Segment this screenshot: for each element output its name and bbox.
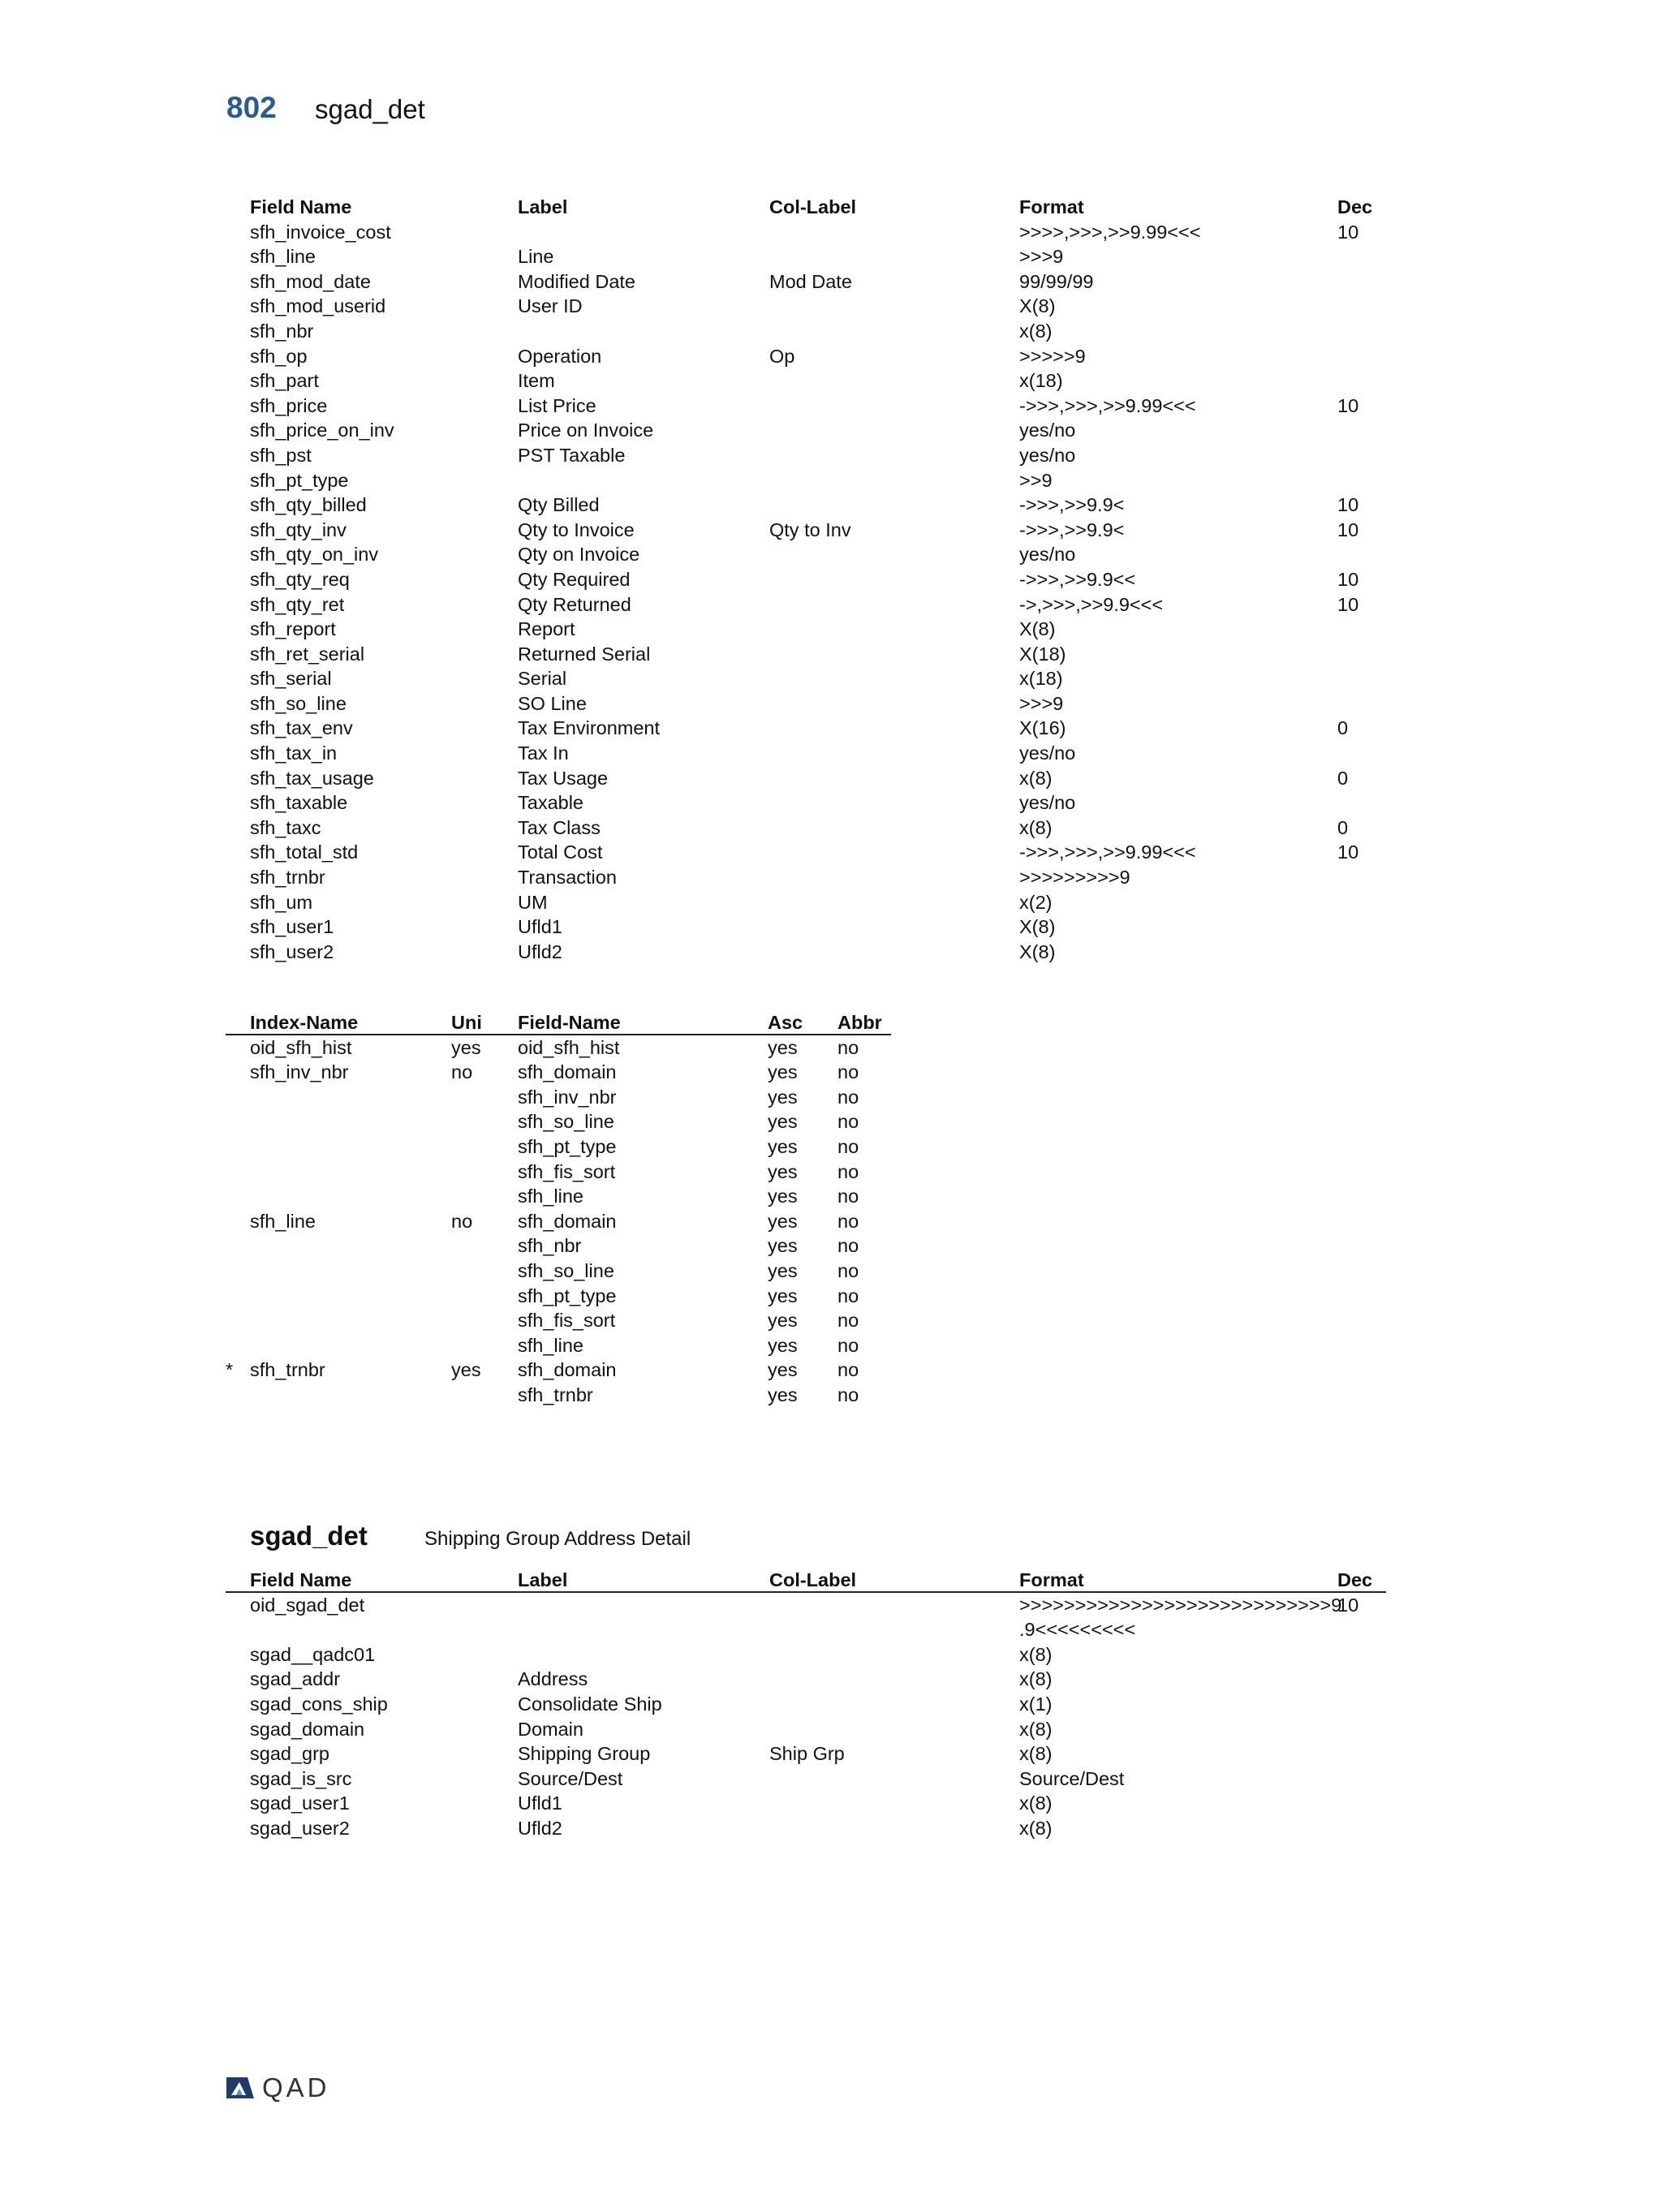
cell-abbr: no <box>837 1135 859 1157</box>
cell-label: Price on Invoice <box>518 420 654 441</box>
cell-format: x(8) <box>1019 1817 1053 1839</box>
logo-text: QAD <box>262 2072 330 2102</box>
table-row <box>250 493 1386 518</box>
table-row <box>250 368 1386 394</box>
column-header-label: Label <box>518 196 568 217</box>
cell-label: Ufld2 <box>518 940 562 962</box>
cell-label: Tax In <box>518 742 569 764</box>
cell-format: X(16) <box>1019 717 1066 739</box>
cell-field-name: sfh_domain <box>518 1210 617 1232</box>
cell-field-name: sgad__qadc01 <box>250 1643 376 1665</box>
cell-field-name: sfh_line <box>250 246 316 268</box>
cell-label: Tax Class <box>518 816 601 838</box>
cell-field-name: sfh_line <box>518 1334 583 1356</box>
cell-abbr: no <box>837 1111 859 1133</box>
index-table <box>226 1010 891 1408</box>
cell-label: Qty Returned <box>518 593 631 615</box>
table-row <box>226 1184 891 1209</box>
cell-format: x(8) <box>1019 1792 1053 1814</box>
cell-format: x(8) <box>1019 816 1053 838</box>
cell-field-name: sfh_taxc <box>250 816 321 838</box>
cell-field-name: sfh_tax_in <box>250 742 338 764</box>
cell-field-name: sfh_nbr <box>518 1235 582 1257</box>
cell-index-name: sfh_line <box>250 1210 316 1232</box>
cell-format: x(8) <box>1019 1718 1053 1740</box>
cell-label: User ID <box>518 295 583 317</box>
cell-field-name: oid_sgad_det <box>250 1594 365 1616</box>
field-table-sgad <box>226 1568 1386 1841</box>
cell-format: X(8) <box>1019 618 1056 640</box>
table-row <box>250 294 1386 319</box>
table-row <box>226 1085 891 1110</box>
cell-abbr: no <box>837 1259 859 1281</box>
cell-format: x(18) <box>1019 370 1063 392</box>
cell-field-name: sfh_domain <box>518 1061 617 1083</box>
cell-format: yes/no <box>1019 420 1076 441</box>
cell-field-name: sfh_trnbr <box>250 867 325 889</box>
cell-format: x(8) <box>1019 767 1053 789</box>
table-row <box>226 1767 1386 1792</box>
cell-col-label: Ship Grp <box>769 1743 845 1765</box>
column-header-dec: Dec <box>1337 1569 1373 1590</box>
cell-abbr: no <box>837 1210 859 1232</box>
table-row <box>226 1816 1386 1841</box>
cell-asc: yes <box>768 1259 798 1281</box>
cell-field-name: sfh_pt_type <box>250 469 349 491</box>
column-header-format: Format <box>1019 1569 1084 1590</box>
column-header-index-name: Index-Name <box>250 1012 359 1033</box>
cell-format: >>9 <box>1019 469 1053 491</box>
cell-field-name: oid_sfh_hist <box>518 1036 620 1058</box>
cell-format: ->>>,>>>,>>9.99<<< <box>1019 841 1196 863</box>
cell-label: Qty Required <box>518 568 631 590</box>
table-row <box>250 865 1386 890</box>
table-row <box>226 1035 891 1061</box>
cell-field-name: sgad_domain <box>250 1718 365 1740</box>
cell-asc: yes <box>768 1160 798 1182</box>
table-row <box>226 1109 891 1134</box>
cell-format: yes/no <box>1019 792 1076 814</box>
cell-format: yes/no <box>1019 444 1076 466</box>
table-row <box>226 1259 891 1284</box>
field-table <box>250 195 1386 964</box>
cell-abbr: no <box>837 1160 859 1182</box>
table-row <box>226 1717 1386 1742</box>
cell-index-name: sfh_inv_nbr <box>250 1061 349 1083</box>
column-header-format: Format <box>1019 196 1084 217</box>
cell-field-name: sfh_mod_date <box>250 270 371 292</box>
cell-format: Source/Dest <box>1019 1767 1125 1789</box>
cell-field-name: sfh_mod_userid <box>250 295 386 317</box>
cell-dec: 10 <box>1337 1594 1359 1616</box>
table-row <box>250 542 1386 567</box>
table-row <box>250 617 1386 642</box>
cell-col-label: Mod Date <box>769 270 852 292</box>
table-row <box>226 1593 1386 1618</box>
cell-field-name: sfh_line <box>518 1186 583 1207</box>
cell-abbr: no <box>837 1086 859 1108</box>
cell-index-name: sfh_trnbr <box>250 1359 325 1381</box>
table-row <box>226 1060 891 1085</box>
cell-col-label: Op <box>769 345 795 367</box>
cell-field-name: sgad_grp <box>250 1743 329 1765</box>
table-row <box>250 344 1386 369</box>
cell-format: >>>9 <box>1019 246 1064 268</box>
cell-uni: no <box>451 1061 473 1083</box>
cell-dec: 10 <box>1337 593 1359 615</box>
cell-format: X(8) <box>1019 916 1056 938</box>
cell-uni: yes <box>451 1036 481 1058</box>
cell-label: Source/Dest <box>518 1767 623 1789</box>
cell-dec: 10 <box>1337 494 1359 516</box>
cell-format: >>>>>>>>>9 <box>1019 867 1130 889</box>
table-header-row <box>226 1010 891 1035</box>
page-title: sgad_det <box>315 94 425 124</box>
cell-asc: yes <box>768 1310 798 1332</box>
cell-asc: yes <box>768 1086 798 1108</box>
cell-asc: yes <box>768 1036 798 1058</box>
table-row <box>226 1358 891 1383</box>
cell-field-name: sfh_nbr <box>250 320 314 342</box>
cell-field-name: sfh_so_line <box>518 1111 614 1133</box>
cell-format: X(8) <box>1019 295 1056 317</box>
cell-label: List Price <box>518 394 596 416</box>
cell-abbr: no <box>837 1310 859 1332</box>
cell-format: x(8) <box>1019 1643 1053 1665</box>
cell-label: Qty to Invoice <box>518 519 635 540</box>
column-header-label: Label <box>518 1569 568 1590</box>
cell-dec: 10 <box>1337 519 1359 540</box>
cell-field-name: sfh_pst <box>250 444 312 466</box>
cell-label: Serial <box>518 668 567 690</box>
cell-label: Operation <box>518 345 602 367</box>
table-row <box>250 890 1386 915</box>
cell-field-name: sfh_serial <box>250 668 332 690</box>
table-row <box>226 1308 891 1333</box>
page-number: 802 <box>226 91 277 124</box>
cell-format: yes/no <box>1019 544 1076 566</box>
column-header-uni: Uni <box>451 1012 482 1033</box>
cell-field-name: sfh_pt_type <box>518 1285 617 1306</box>
cell-abbr: no <box>837 1359 859 1381</box>
cell-field-name: sfh_taxable <box>250 792 348 814</box>
table-row <box>250 790 1386 816</box>
cell-format: x(1) <box>1019 1693 1053 1715</box>
cell-format: x(18) <box>1019 668 1063 690</box>
cell-field-name: sfh_domain <box>518 1359 617 1381</box>
cell-label: Line <box>518 246 554 268</box>
cell-field-name: sfh_so_line <box>518 1259 614 1281</box>
cell-field-name: sfh_qty_inv <box>250 519 347 540</box>
cell-abbr: no <box>837 1384 859 1405</box>
column-header-col-label: Col-Label <box>769 1569 857 1590</box>
table-header-row <box>226 1568 1386 1593</box>
table-row <box>250 642 1386 667</box>
cell-field-name: sfh_qty_req <box>250 568 350 590</box>
cell-field-name: sfh_inv_nbr <box>518 1086 617 1108</box>
cell-format: X(8) <box>1019 940 1056 962</box>
cell-asc: yes <box>768 1135 798 1157</box>
cell-format: ->,>>>,>>9.9<<< <box>1019 593 1164 615</box>
table-row <box>226 1333 891 1358</box>
cell-label: Qty Billed <box>518 494 600 516</box>
table-row <box>250 741 1386 766</box>
cell-label: Taxable <box>518 792 583 814</box>
column-header-dec: Dec <box>1337 196 1373 217</box>
table-row <box>250 468 1386 493</box>
cell-field-name: sfh_tax_env <box>250 717 353 739</box>
table-row <box>250 816 1386 841</box>
cell-label: Domain <box>518 1718 583 1740</box>
cell-asc: yes <box>768 1285 798 1306</box>
cell-field-name: sfh_trnbr <box>518 1384 593 1405</box>
cell-field-name: sgad_is_src <box>250 1767 352 1789</box>
cell-field-name: sfh_pt_type <box>518 1135 617 1157</box>
cell-format: >>>>>9 <box>1019 345 1086 367</box>
cell-field-name: sgad_cons_ship <box>250 1693 388 1715</box>
cell-label: Address <box>518 1668 588 1690</box>
cell-dec: 0 <box>1337 717 1349 739</box>
table-row <box>226 1160 891 1185</box>
table-row <box>226 1134 891 1160</box>
cell-abbr: no <box>837 1334 859 1356</box>
column-header-field-name: Field-Name <box>518 1012 621 1033</box>
cell-abbr: no <box>837 1036 859 1058</box>
cell-asc: yes <box>768 1210 798 1232</box>
table-row <box>226 1284 891 1309</box>
table-row <box>250 418 1386 443</box>
cell-field-name: sfh_op <box>250 345 308 367</box>
column-header-asc: Asc <box>768 1012 803 1033</box>
cell-asc: yes <box>768 1111 798 1133</box>
cell-field-name: sfh_part <box>250 370 319 392</box>
cell-label: Ufld1 <box>518 916 562 938</box>
cell-asc: yes <box>768 1334 798 1356</box>
cell-format: >>>>,>>>,>>9.99<<< <box>1019 221 1201 243</box>
cell-field-name: sfh_qty_on_inv <box>250 544 379 566</box>
cell-field-name: sfh_fis_sort <box>518 1160 616 1182</box>
table-row <box>250 269 1386 295</box>
table-row <box>250 220 1386 245</box>
cell-format: x(8) <box>1019 1668 1053 1690</box>
cell-format: ->>>,>>9.9< <box>1019 519 1125 540</box>
table-row <box>250 691 1386 717</box>
cell-field-name: sfh_user1 <box>250 916 334 938</box>
table-row <box>226 1667 1386 1692</box>
cell-field-name: sgad_user2 <box>250 1817 350 1839</box>
cell-dec: 10 <box>1337 221 1359 243</box>
column-header-field-name: Field Name <box>250 196 352 217</box>
table-row <box>226 1741 1386 1767</box>
table-row <box>226 1617 1386 1642</box>
cell-label: SO Line <box>518 692 587 714</box>
cell-field-name: sfh_price_on_inv <box>250 420 394 441</box>
cell-abbr: no <box>837 1186 859 1207</box>
cell-label: Tax Usage <box>518 767 609 789</box>
cell-abbr: no <box>837 1061 859 1083</box>
cell-field-name: sfh_report <box>250 618 336 640</box>
cell-format: 99/99/99 <box>1019 270 1094 292</box>
cell-dec: 10 <box>1337 394 1359 416</box>
table-row <box>226 1642 1386 1668</box>
cell-label: Consolidate Ship <box>518 1693 662 1715</box>
cell-col-label: Qty to Inv <box>769 519 851 540</box>
cell-field-name: sfh_user2 <box>250 940 334 962</box>
cell-label: Tax Environment <box>518 717 661 739</box>
cell-format: ->>>,>>>,>>9.99<<< <box>1019 394 1196 416</box>
cell-field-name: sfh_price <box>250 394 328 416</box>
table-row <box>250 319 1386 344</box>
table-row <box>250 666 1386 691</box>
cell-field-name: sgad_addr <box>250 1668 341 1690</box>
cell-abbr: no <box>837 1285 859 1306</box>
cell-uni: yes <box>451 1359 481 1381</box>
cell-field-name: sfh_ret_serial <box>250 643 365 665</box>
table-row <box>226 1791 1386 1816</box>
cell-index-name: oid_sfh_hist <box>250 1036 352 1058</box>
table-row <box>226 1209 891 1234</box>
cell-format: >>>9 <box>1019 692 1064 714</box>
cell-label: Total Cost <box>518 841 603 863</box>
table-row <box>226 1233 891 1259</box>
cell-format: .9<<<<<<<<< <box>1019 1619 1136 1641</box>
table-row <box>250 914 1386 940</box>
table-row <box>250 443 1386 468</box>
cell-dec: 10 <box>1337 568 1359 590</box>
cell-field-name: sfh_so_line <box>250 692 347 714</box>
table-row <box>226 1692 1386 1717</box>
cell-format: >>>>>>>>>>>>>>>>>>>>>>>>>>>>9 <box>1019 1594 1342 1616</box>
cell-field-name: sfh_invoice_cost <box>250 221 391 243</box>
cell-asc: yes <box>768 1359 798 1381</box>
cell-label: Item <box>518 370 555 392</box>
cell-asc: yes <box>768 1061 798 1083</box>
cell-label: Report <box>518 618 575 640</box>
table-row <box>250 244 1386 269</box>
table-row <box>250 394 1386 419</box>
column-header-col-label: Col-Label <box>769 196 857 217</box>
cell-format: yes/no <box>1019 742 1076 764</box>
cell-label: Ufld1 <box>518 1792 562 1814</box>
cell-label: Shipping Group <box>518 1743 651 1765</box>
cell-format: X(18) <box>1019 643 1066 665</box>
cell-format: ->>>,>>9.9<< <box>1019 568 1136 590</box>
cell-format: ->>>,>>9.9< <box>1019 494 1125 516</box>
cell-dec: 10 <box>1337 841 1359 863</box>
table-row <box>226 1383 891 1408</box>
cell-field-name: sgad_user1 <box>250 1792 350 1814</box>
cell-marker: * <box>226 1359 234 1381</box>
qad-logo-icon <box>225 2074 256 2102</box>
cell-format: x(8) <box>1019 320 1053 342</box>
cell-label: Modified Date <box>518 270 635 292</box>
cell-label: UM <box>518 891 548 913</box>
column-header-abbr: Abbr <box>837 1012 882 1033</box>
table-row <box>250 766 1386 791</box>
table-row <box>250 940 1386 965</box>
cell-field-name: sfh_qty_billed <box>250 494 367 516</box>
cell-label: Transaction <box>518 867 617 889</box>
cell-label: Returned Serial <box>518 643 651 665</box>
section-name: sgad_det <box>250 1521 368 1551</box>
cell-field-name: sfh_tax_usage <box>250 767 374 789</box>
cell-label: Qty on Invoice <box>518 544 640 566</box>
table-row <box>250 716 1386 741</box>
cell-dec: 0 <box>1337 767 1349 789</box>
column-header-field-name: Field Name <box>250 1569 352 1590</box>
cell-field-name: sfh_fis_sort <box>518 1310 616 1332</box>
cell-dec: 0 <box>1337 816 1349 838</box>
table-row <box>250 592 1386 618</box>
table-header-row <box>250 195 1386 220</box>
table-row <box>250 518 1386 543</box>
table-row <box>250 840 1386 865</box>
cell-format: x(8) <box>1019 1743 1053 1765</box>
cell-field-name: sfh_um <box>250 891 313 913</box>
cell-field-name: sfh_total_std <box>250 841 359 863</box>
cell-abbr: no <box>837 1235 859 1257</box>
section-description: Shipping Group Address Detail <box>424 1528 691 1550</box>
cell-asc: yes <box>768 1384 798 1405</box>
cell-field-name: sfh_qty_ret <box>250 593 345 615</box>
cell-label: PST Taxable <box>518 444 626 466</box>
cell-asc: yes <box>768 1235 798 1257</box>
cell-uni: no <box>451 1210 473 1232</box>
table-row <box>250 567 1386 592</box>
cell-label: Ufld2 <box>518 1817 562 1839</box>
cell-asc: yes <box>768 1186 798 1207</box>
cell-format: x(2) <box>1019 891 1053 913</box>
